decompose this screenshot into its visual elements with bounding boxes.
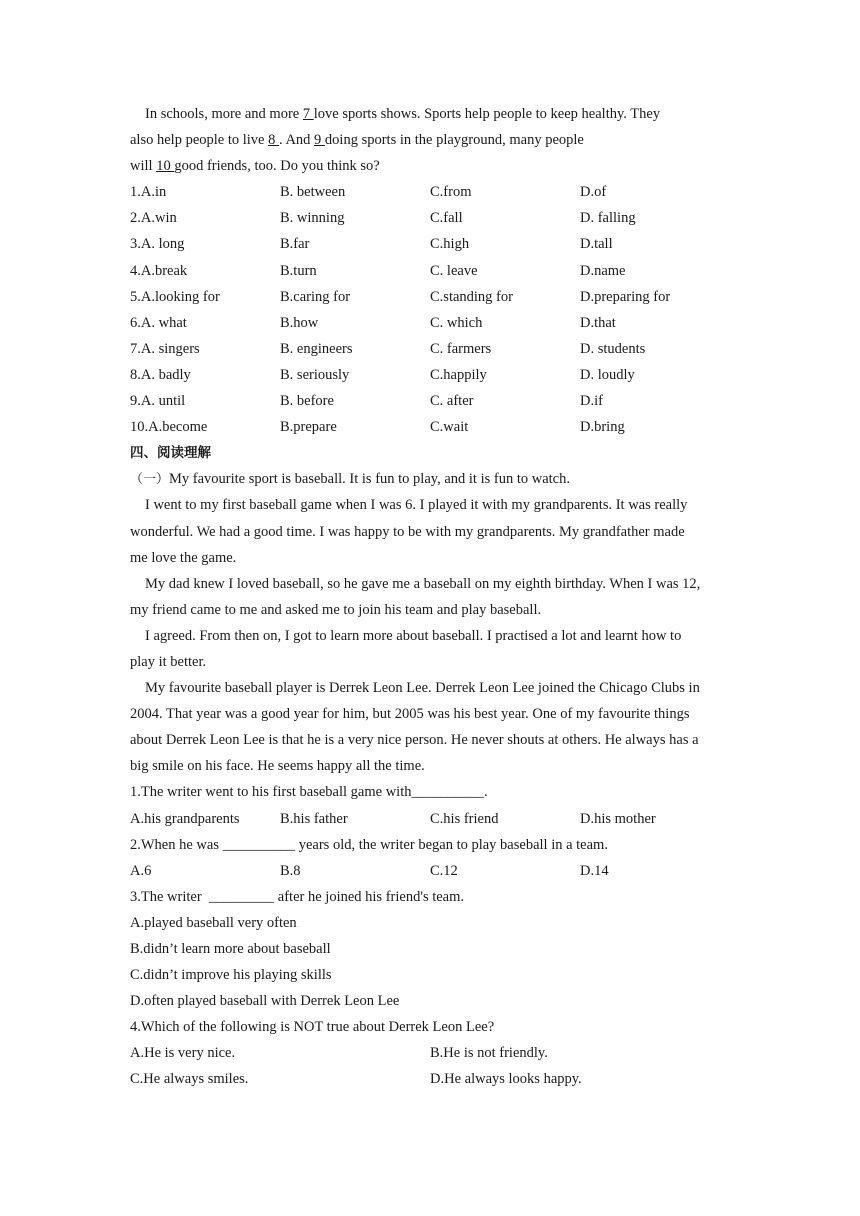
option: 10.A.become (130, 419, 208, 436)
option: A.played baseball very often (130, 914, 297, 931)
option: 6.A. what (130, 314, 187, 331)
option: C.standing for (430, 288, 513, 305)
option: D. loudly (580, 366, 635, 383)
option: 4.A.break (130, 262, 188, 279)
question-1-options (130, 806, 730, 832)
option: C. which (430, 314, 483, 331)
option: B.far (280, 236, 310, 253)
document-content (130, 101, 730, 1093)
paragraph-line: 2004. That year was a good year for him, but 2005 was his best year. One of my favourite things (130, 706, 690, 723)
cloze-line-3 (130, 153, 730, 179)
intro-text: My favourite sport is baseball. It is fun to play, and it is fun to watch. (169, 471, 570, 488)
option: C.He always smiles. (130, 1071, 249, 1088)
option: B.He is not friendly. (430, 1045, 548, 1062)
option: C.didn’t improve his playing skills (130, 967, 332, 984)
option: B.turn (280, 262, 317, 279)
question-text: . (483, 784, 488, 801)
option-row (130, 205, 730, 231)
option: C. after (430, 393, 474, 410)
paragraph-line: My favourite baseball player is Derrek Leon Lee. Derrek Leon Lee joined the Chicago Clubs in (145, 680, 700, 697)
option: 1.A.in (130, 184, 167, 201)
option: 2.A.win (130, 210, 177, 227)
option: D. falling (580, 210, 636, 227)
option: C.12 (430, 862, 458, 879)
option-row (130, 336, 730, 362)
option: C. leave (430, 262, 478, 279)
cloze-text: good friends, too. Do you think so? (174, 158, 380, 175)
question-text: 1.The writer went to his first baseball game with (130, 784, 412, 801)
paragraph-line: play it better. (130, 653, 207, 670)
option: D.name (580, 262, 626, 279)
option: C.high (430, 236, 470, 253)
question-2-options (130, 858, 730, 884)
paragraph-line: my friend came to me and asked me to join his team and play baseball. (130, 601, 542, 618)
option: D. students (580, 340, 646, 357)
question-text: 3.The writer (130, 888, 209, 905)
option: B.how (280, 314, 319, 331)
paragraph-1 (130, 492, 730, 570)
paragraph-line: I went to my first baseball game when I was 6. I played it with my grandparents. It was really (145, 497, 688, 514)
cloze-text: In schools, more and more (145, 106, 303, 122)
option: C.fall (430, 210, 463, 227)
paragraph-line: about Derrek Leon Lee is that he is a very nice person. He never shouts at others. He always has a (130, 732, 699, 749)
paragraph-line: big smile on his face. He seems happy all the time. (130, 758, 425, 775)
part-label: （一） (130, 472, 170, 488)
section-title: 四、阅读理解 (130, 445, 211, 462)
option: B.caring for (280, 288, 351, 305)
option-row (130, 414, 730, 440)
option: D.his mother (580, 810, 656, 827)
option: 8.A. badly (130, 366, 191, 383)
cloze-options (130, 179, 730, 440)
option: B. before (280, 393, 334, 410)
option: D.tall (580, 236, 613, 253)
option: A.6 (130, 862, 152, 879)
paragraph-3 (130, 623, 730, 675)
paragraph-line: wonderful. We had a good time. I was happy to be with my grandparents. My grandfather made (130, 523, 685, 540)
cloze-text: love sports shows. Sports help people to keep healthy. They (313, 106, 661, 122)
option: D.preparing for (580, 288, 671, 305)
question-text: 2.When he was (130, 836, 223, 853)
option: B. between (280, 184, 346, 201)
paragraph-line: I agreed. From then on, I got to learn more about baseball. I practised a lot and learnt how to (145, 627, 682, 644)
option: D.often played baseball with Derrek Leon Lee (130, 993, 400, 1010)
paragraph-2 (130, 571, 730, 623)
cloze-line-1 (130, 101, 730, 127)
option: B. winning (280, 210, 345, 227)
option: D.bring (580, 419, 625, 436)
option: C. farmers (430, 340, 492, 357)
option: B. seriously (280, 366, 350, 383)
cloze-line-2 (130, 127, 730, 153)
option: B.8 (280, 862, 301, 879)
question-4-options-row-2 (130, 1066, 730, 1092)
paragraph-line: My dad knew I loved baseball, so he gave me a baseball on my eighth birthday. When I was 12, (145, 575, 701, 592)
paragraph-line: me love the game. (130, 549, 237, 566)
option-row (130, 362, 730, 388)
option: B.his father (280, 810, 348, 827)
option-row (130, 258, 730, 284)
question-4-options-row-1 (130, 1040, 730, 1066)
option: C.wait (430, 419, 469, 436)
option-row (130, 179, 730, 205)
answer-blank: __________ (411, 784, 484, 801)
option: B.prepare (280, 419, 337, 436)
option: 5.A.looking for (130, 288, 220, 305)
option: 7.A. singers (130, 340, 200, 357)
answer-blank: __________ (222, 836, 296, 853)
option: B.didn’t learn more about baseball (130, 941, 331, 957)
option-row (130, 388, 730, 414)
option: D.if (580, 393, 603, 410)
option: A.He is very nice. (130, 1045, 236, 1062)
answer-blank: _________ (208, 888, 275, 905)
option: B. engineers (280, 340, 353, 357)
option: C.happily (430, 366, 487, 383)
option: C.from (430, 184, 472, 201)
option-row (130, 284, 730, 310)
option-row (130, 231, 730, 257)
cloze-text: . And (279, 132, 315, 149)
question-3 (130, 884, 730, 910)
option: 3.A. long (130, 236, 185, 253)
option: D.He always looks happy. (430, 1071, 582, 1088)
option: C.his friend (430, 810, 499, 827)
question-text: after he joined his friend's team. (274, 888, 465, 905)
cloze-text: will (130, 158, 157, 175)
question-1 (130, 779, 730, 805)
option: D.that (580, 314, 616, 331)
question-4: 4.Which of the following is NOT true about Derrek Leon Lee? (130, 1019, 495, 1036)
reading-intro (130, 466, 730, 492)
blank-9: 9 (314, 132, 325, 149)
option: A.his grandparents (130, 810, 240, 827)
option-row (130, 310, 730, 336)
question-text: years old, the writer began to play baseball in a team. (295, 836, 608, 853)
option: D.14 (580, 862, 609, 879)
blank-10: 10 (156, 158, 175, 175)
cloze-text: also help people to live (130, 132, 269, 149)
blank-8: 8 (268, 132, 279, 149)
option: 9.A. until (130, 393, 186, 410)
question-2 (130, 832, 730, 858)
option: D.of (580, 184, 607, 201)
cloze-text: doing sports in the playground, many people (324, 132, 584, 149)
blank-7: 7 (302, 106, 314, 122)
paragraph-4 (130, 675, 730, 779)
